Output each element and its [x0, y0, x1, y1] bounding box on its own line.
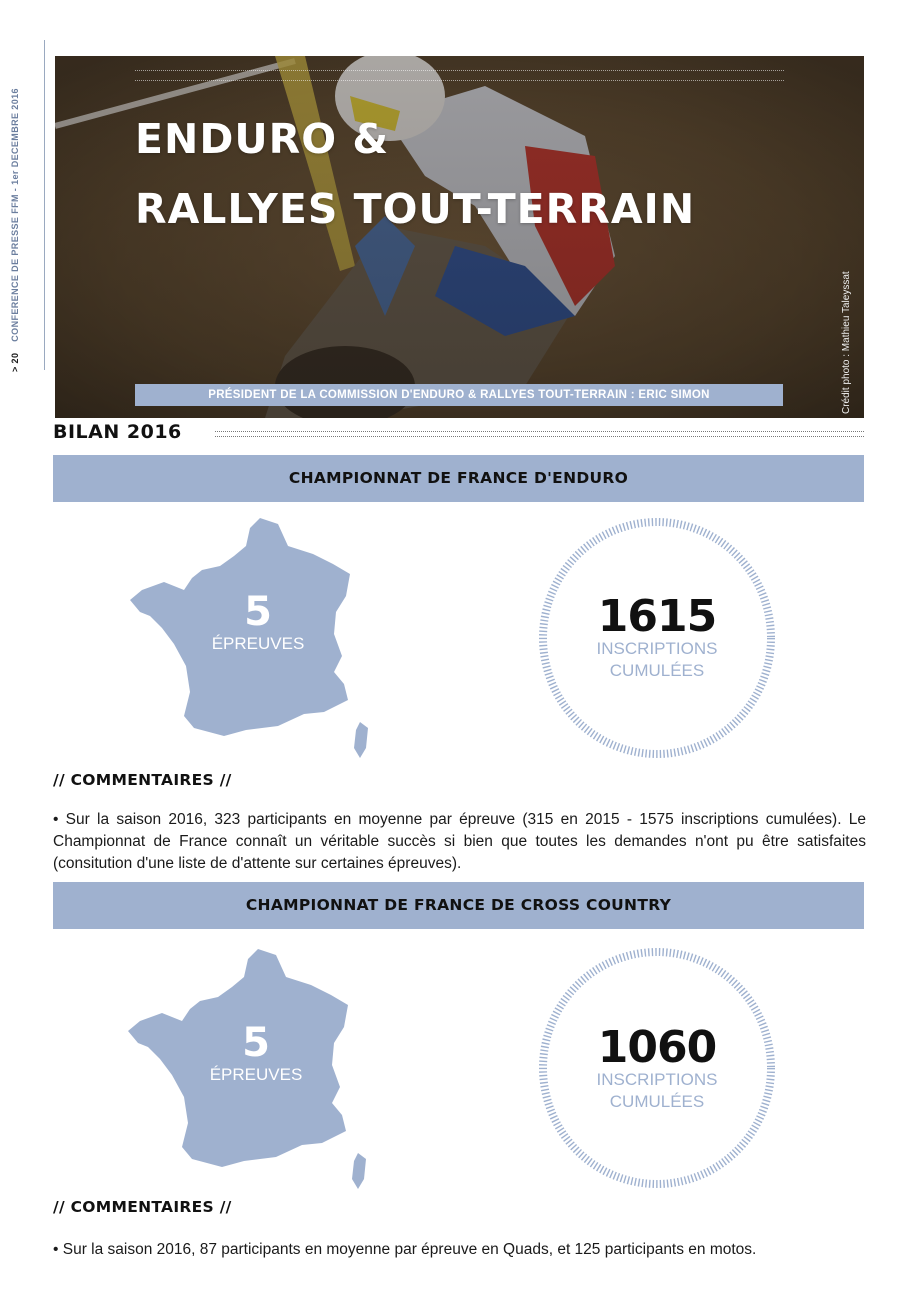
page-title: [135, 104, 695, 244]
registrations-count: 1615: [597, 591, 717, 642]
hero-photo: [55, 56, 864, 418]
title-line-2: RALLYES TOUT-TERRAIN: [135, 185, 696, 233]
comments-heading: // COMMENTAIRES //: [53, 1198, 232, 1216]
events-count: 5: [242, 1020, 270, 1066]
side-rule: [44, 40, 45, 370]
section-heading-bilan: BILAN 2016: [53, 421, 182, 443]
comment-text: • Sur la saison 2016, 323 participants en moyenne par épreuve (315 en 2015 - 1575 inscriptions cumulées). Le Championnat de France connaît un véritable succès si bien que toutes les demandes n'ont pu être satisfaites (consitution d'une liste de d'attente sur certaines épreuves).: [53, 811, 866, 872]
hero-dotted-rule-top: [135, 70, 784, 71]
bilan-dotted-rule: [215, 431, 864, 437]
registrations-label-1: INSCRIPTIONS: [596, 1070, 718, 1089]
band-enduro: CHAMPIONNAT DE FRANCE D'ENDURO: [53, 455, 864, 502]
side-caption: [10, 42, 30, 372]
comment-text: • Sur la saison 2016, 87 participants en moyenne par épreuve en Quads, et 125 participants en motos.: [53, 1241, 757, 1258]
photo-credit: Crédit photo : Mathieu Taleyssat: [841, 271, 852, 414]
comments-heading: // COMMENTAIRES //: [53, 771, 232, 789]
registrations-count: 1060: [597, 1022, 717, 1073]
events-count: 5: [244, 589, 272, 635]
hero-dotted-rule-top-2: [135, 80, 784, 81]
events-label: ÉPREUVES: [209, 1065, 303, 1084]
president-banner: PRÉSIDENT DE LA COMMISSION D'ENDURO & RALLYES TOUT-TERRAIN : ERIC SIMON: [135, 384, 783, 406]
conference-caption: CONFERENCE DE PRESSE FFM - 1er DECEMBRE 2016: [10, 88, 20, 342]
registrations-label-1: INSCRIPTIONS: [596, 639, 718, 658]
title-line-1: ENDURO &: [135, 115, 390, 163]
events-label: ÉPREUVES: [211, 634, 305, 653]
page-number: > 20: [10, 352, 20, 372]
registrations-label-2: CUMULÉES: [609, 661, 705, 680]
registrations-label-2: CUMULÉES: [609, 1092, 705, 1111]
band-cross-country: CHAMPIONNAT DE FRANCE DE CROSS COUNTRY: [53, 882, 864, 929]
